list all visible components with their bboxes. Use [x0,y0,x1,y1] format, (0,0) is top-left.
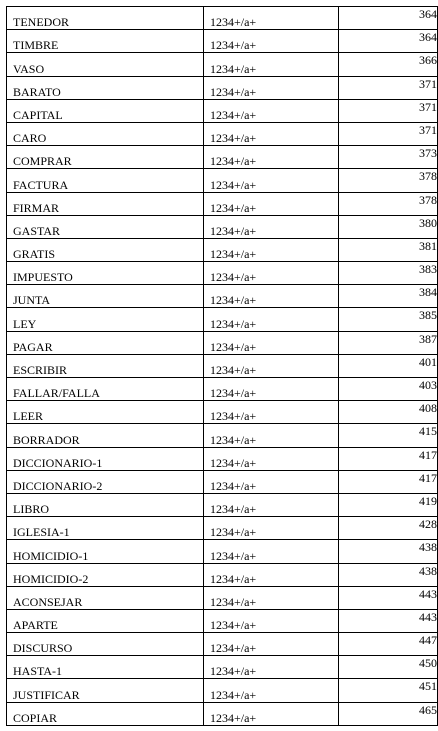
word-cell: JUSTIFICAR [7,679,204,702]
word-cell: VASO [7,53,204,76]
table-row [7,401,438,424]
word-cell: FALLAR/FALLA [7,378,204,401]
page-number-cell: 419 [339,493,438,516]
word-cell: LIBRO [7,493,204,516]
code-cell: 1234+/a+ [204,53,339,76]
word-cell: IGLESIA-1 [7,517,204,540]
code-cell: 1234+/a+ [204,192,339,215]
table-row [7,331,438,354]
page-number-cell: 465 [339,702,438,725]
code-cell: 1234+/a+ [204,656,339,679]
word-cell: PAGAR [7,331,204,354]
word-cell: ESCRIBIR [7,354,204,377]
code-cell: 1234+/a+ [204,354,339,377]
table-row [7,262,438,285]
code-cell: 1234+/a+ [204,609,339,632]
page-number-cell: 417 [339,470,438,493]
word-cell: LEY [7,308,204,331]
code-cell: 1234+/a+ [204,702,339,725]
code-cell: 1234+/a+ [204,679,339,702]
page-number-cell: 364 [339,7,438,30]
document-page [6,6,437,726]
word-cell: FIRMAR [7,192,204,215]
table-row [7,493,438,516]
code-cell: 1234+/a+ [204,447,339,470]
code-cell: 1234+/a+ [204,215,339,238]
table-row [7,99,438,122]
page-number-cell: 373 [339,146,438,169]
table-row [7,586,438,609]
page-number-cell: 387 [339,331,438,354]
word-cell: CARO [7,122,204,145]
word-cell: BORRADOR [7,424,204,447]
word-cell: COMPRAR [7,146,204,169]
code-cell: 1234+/a+ [204,308,339,331]
word-cell: COPIAR [7,702,204,725]
page-number-cell: 378 [339,192,438,215]
code-cell: 1234+/a+ [204,331,339,354]
table-row [7,702,438,725]
page-number-cell: 364 [339,30,438,53]
table-row [7,447,438,470]
code-cell: 1234+/a+ [204,470,339,493]
table-row [7,192,438,215]
page-number-cell: 417 [339,447,438,470]
page-number-cell: 451 [339,679,438,702]
word-cell: DISCURSO [7,633,204,656]
code-cell: 1234+/a+ [204,493,339,516]
page-number-cell: 384 [339,285,438,308]
table-row [7,215,438,238]
code-cell: 1234+/a+ [204,586,339,609]
page-number-cell: 408 [339,401,438,424]
page-number-cell: 371 [339,76,438,99]
code-cell: 1234+/a+ [204,540,339,563]
word-cell: HOMICIDIO-2 [7,563,204,586]
word-cell: GRATIS [7,238,204,261]
word-cell: TENEDOR [7,7,204,30]
code-cell: 1234+/a+ [204,378,339,401]
page-number-cell: 371 [339,122,438,145]
table-row [7,609,438,632]
word-cell: CAPITAL [7,99,204,122]
page-number-cell: 438 [339,563,438,586]
page-number-cell: 438 [339,540,438,563]
table-row [7,633,438,656]
page-number-cell: 366 [339,53,438,76]
table-body [7,7,438,726]
page-number-cell: 428 [339,517,438,540]
word-cell: GASTAR [7,215,204,238]
code-cell: 1234+/a+ [204,169,339,192]
table-row [7,30,438,53]
code-cell: 1234+/a+ [204,238,339,261]
code-cell: 1234+/a+ [204,30,339,53]
word-cell: HASTA-1 [7,656,204,679]
table-row [7,122,438,145]
table-row [7,470,438,493]
word-cell: APARTE [7,609,204,632]
code-cell: 1234+/a+ [204,424,339,447]
page-number-cell: 415 [339,424,438,447]
table-row [7,656,438,679]
word-cell: LEER [7,401,204,424]
table-row [7,7,438,30]
page-number-cell: 381 [339,238,438,261]
code-cell: 1234+/a+ [204,7,339,30]
page-number-cell: 383 [339,262,438,285]
page-number-cell: 371 [339,99,438,122]
word-cell: IMPUESTO [7,262,204,285]
page-number-cell: 450 [339,656,438,679]
word-cell: ACONSEJAR [7,586,204,609]
table-row [7,238,438,261]
page-number-cell: 443 [339,609,438,632]
code-cell: 1234+/a+ [204,285,339,308]
code-cell: 1234+/a+ [204,122,339,145]
word-cell: JUNTA [7,285,204,308]
code-cell: 1234+/a+ [204,146,339,169]
code-cell: 1234+/a+ [204,262,339,285]
page-number-cell: 401 [339,354,438,377]
page-number-cell: 380 [339,215,438,238]
page-number-cell: 385 [339,308,438,331]
page-number-cell: 447 [339,633,438,656]
word-index-table [6,6,438,726]
table-row [7,169,438,192]
code-cell: 1234+/a+ [204,563,339,586]
table-row [7,424,438,447]
word-cell: DICCIONARIO-2 [7,470,204,493]
page-number-cell: 403 [339,378,438,401]
code-cell: 1234+/a+ [204,99,339,122]
code-cell: 1234+/a+ [204,633,339,656]
table-row [7,146,438,169]
table-row [7,517,438,540]
code-cell: 1234+/a+ [204,401,339,424]
table-row [7,354,438,377]
word-cell: HOMICIDIO-1 [7,540,204,563]
table-row [7,285,438,308]
table-row [7,378,438,401]
code-cell: 1234+/a+ [204,76,339,99]
table-row [7,563,438,586]
table-row [7,308,438,331]
table-row [7,76,438,99]
word-cell: TIMBRE [7,30,204,53]
word-cell: DICCIONARIO-1 [7,447,204,470]
table-row [7,679,438,702]
word-cell: BARATO [7,76,204,99]
table-row [7,53,438,76]
table-row [7,540,438,563]
page-number-cell: 378 [339,169,438,192]
page-number-cell: 443 [339,586,438,609]
word-cell: FACTURA [7,169,204,192]
code-cell: 1234+/a+ [204,517,339,540]
